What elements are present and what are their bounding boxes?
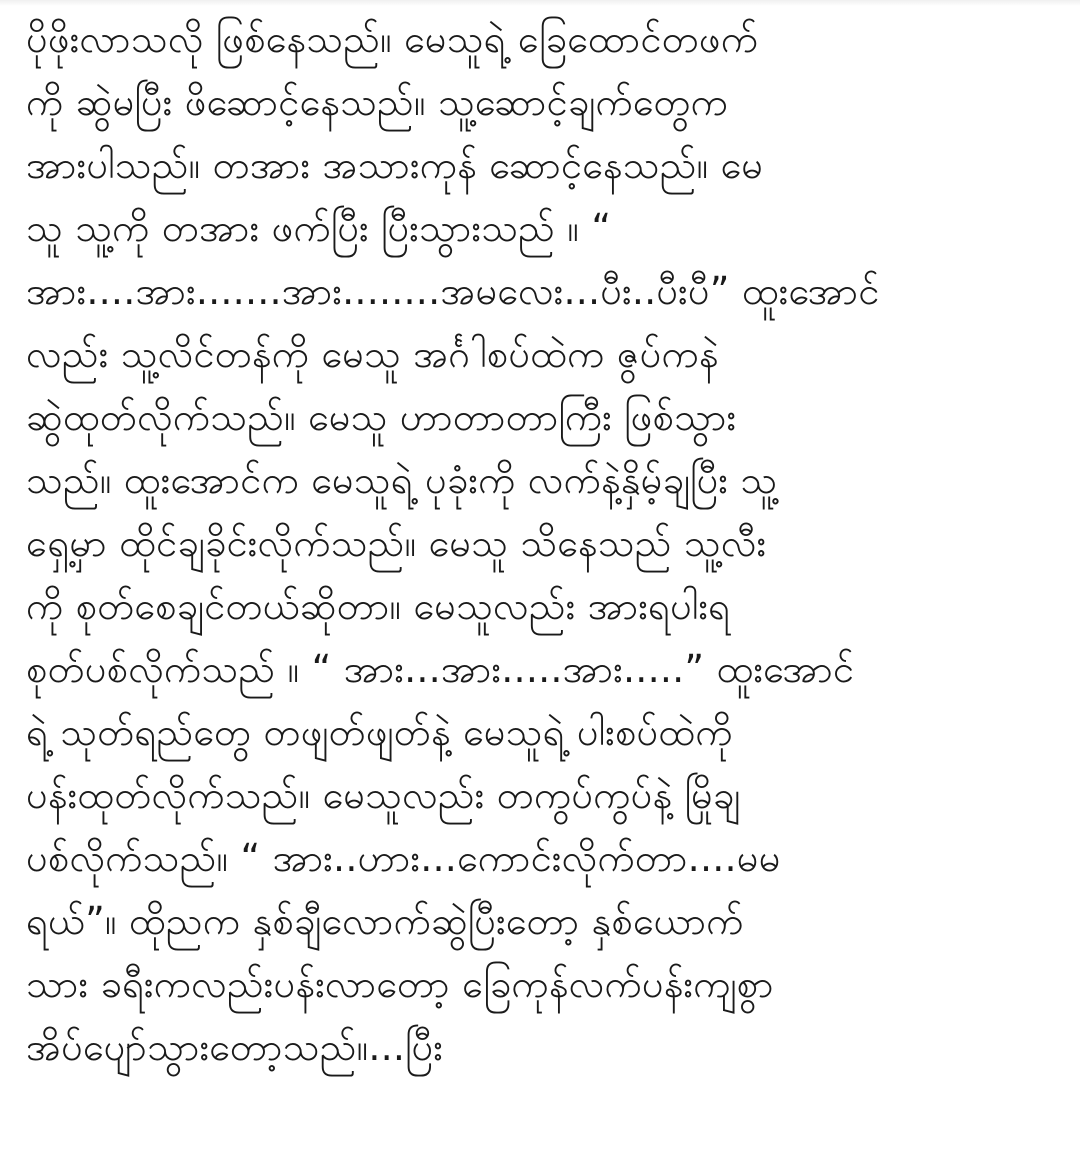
cropped-previous-line <box>0 0 1080 6</box>
text-line: အိပ်ပျော်သွားတော့သည်။...ပြီး <box>26 1025 444 1069</box>
text-line: သည်။ ထူးအောင်က မေသူရဲ့ ပုခုံးကို လက်နဲ့နှိမ့်ချပြီး သူ့ <box>26 458 778 502</box>
text-line: ရဲ့ သုတ်ရည်တွေ တဖျတ်ဖျတ်နဲ့ မေသူရဲ့ ပါးစပ်ထဲကို <box>26 710 733 754</box>
text-line: အား....အား.......အား........အမလေး...ပီး..ပီးပီ” ထူးအောင် <box>26 269 880 313</box>
article-text <box>26 8 1056 1079</box>
text-line: ရှေ့မှာ ထိုင်ချခိုင်းလိုက်သည်။ မေသူ သိနေသည် သူ့လီး <box>26 521 767 565</box>
text-line: သူ သူ့ကို တအား ဖက်ပြီး ပြီးသွားသည် ။ “ <box>26 206 612 250</box>
text-line: လည်း သူ့လိင်တန်ကို မေသူ အင်္ဂါစပ်ထဲက ဇွပ်ကနဲ <box>26 332 719 376</box>
text-line: ပစ်လိုက်သည်။ “ အား..ဟား...ကောင်းလိုက်တာ....မမ <box>26 836 781 880</box>
text-line: သား ခရီးကလည်းပန်းလာတော့ ခြေကုန်လက်ပန်းကျစွာ <box>26 962 774 1006</box>
text-line: အားပါသည်။ တအား အသားကုန် ဆောင့်နေသည်။ မေ <box>26 143 764 187</box>
text-line: ဆွဲထုတ်လိုက်သည်။ မေသူ ဟာတာတာကြီး ဖြစ်သွား <box>26 395 737 439</box>
text-line: ပိုဖိုးလာသလို ဖြစ်နေသည်။ မေသူရဲ့ ခြေထောင်တဖက် <box>26 17 759 61</box>
text-line: စုတ်ပစ်လိုက်သည် ။ “ အား...အား.....အား.....” ထူးအောင် <box>26 647 855 691</box>
text-line: ပန်းထုတ်လိုက်သည်။ မေသူလည်း တကွပ်ကွပ်နဲ့ မြိုချ <box>26 773 741 817</box>
text-line: ကို ဆွဲမပြီး ဖိဆောင့်နေသည်။ သူ့ဆောင့်ချက်တွေက <box>26 80 729 124</box>
text-line: ရယ်”။ ထိုညက နှစ်ချီလောက်ဆွဲပြီးတော့ နှစ်ယောက် <box>26 899 744 943</box>
text-line: ကို စုတ်စေချင်တယ်ဆိုတာ။ မေသူလည်း အားရပါးရ <box>26 584 731 628</box>
